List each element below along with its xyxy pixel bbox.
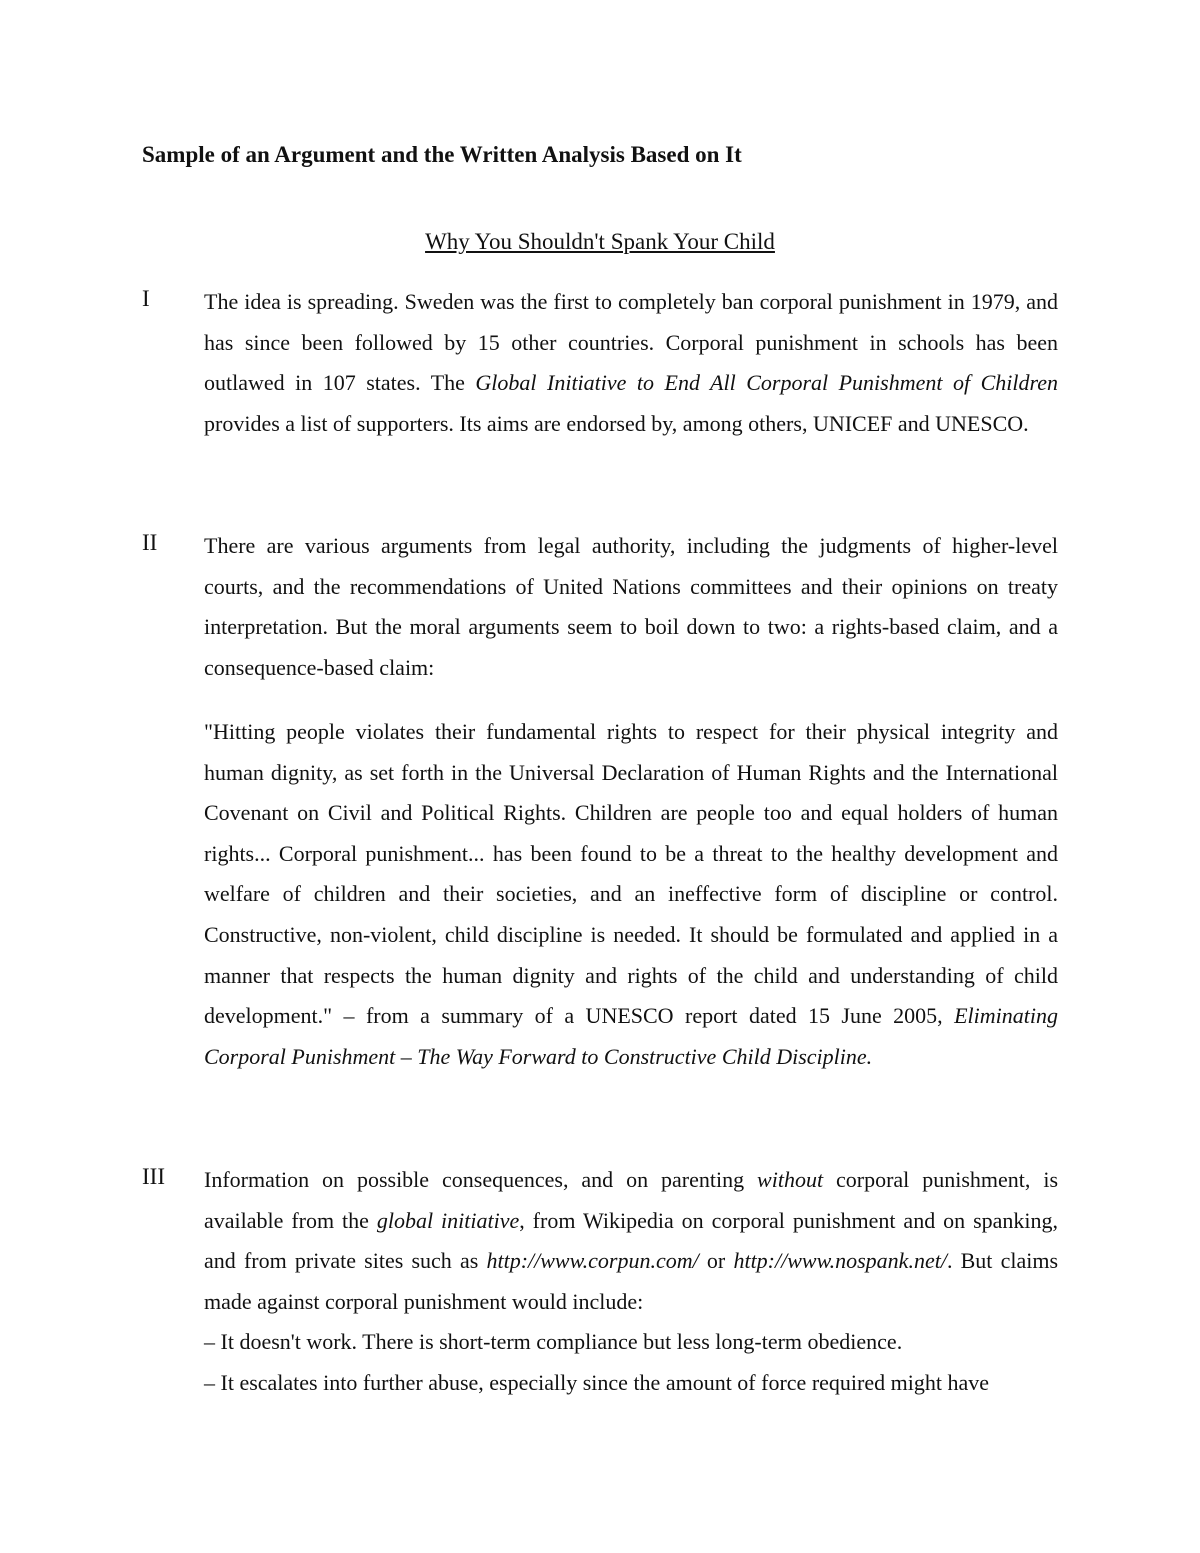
corpun-link: http://www.corpun.com/ <box>486 1248 699 1274</box>
bullet-item-1: – It doesn't work. There is short-term compliance but less long-term obedience. <box>204 1329 903 1355</box>
unesco-quote <box>204 712 1058 1077</box>
paragraph-3-italic-without: without <box>757 1167 824 1192</box>
paragraph-1-italic-title: Global Initiative to End All Corporal Punishment of Children <box>475 370 1059 396</box>
quote-text: "Hitting people violates their fundamental rights to respect for their physical integrity and human dignity, as set forth in the Universal Declaration of Human Rights and the International Covenant on Civil and Political Rights. Children are people too and equal holders of human rights... Corporal punishment... has been found to be a threat to the healthy development and welfare of children and their societies, and an ineffective form of discipline or control. Constructive, non-violent, child discipline is needed. It should be formulated and applied in a manner that respects the human dignity and rights of the child and understanding of child development." – from a summary of a UNESCO report dated 15 June 2005, <box>204 719 1058 1029</box>
bullet-item-2: – It escalates into further abuse, especially since the amount of force required might have <box>204 1369 989 1395</box>
paragraph-2 <box>204 526 1058 688</box>
paragraph-3-text-a: Information on possible consequences, and on parenting <box>204 1167 758 1192</box>
document-title: Sample of an Argument and the Written Analysis Based on It <box>142 142 742 167</box>
paragraph-number-2: II <box>142 530 158 555</box>
nospank-link: http://www.nospank.net/ <box>733 1248 947 1274</box>
paragraph-3 <box>204 1160 1058 1404</box>
paragraph-number-1: I <box>142 286 150 311</box>
paragraph-3-text-c: , from Wikipedia on corporal punishment and on spanking, and from private sites such as <box>204 1207 1059 1274</box>
paragraph-3-italic-global-initiative: global initiative <box>376 1207 520 1233</box>
paragraph-number-3: III <box>142 1164 165 1189</box>
essay-subtitle: Why You Shouldn't Spank Your Child <box>425 229 775 254</box>
paragraph-1-text-a: The idea is spreading. Sweden was the first to completely ban corporal punishment in 1979, and has since been followed by 15 other countries. Corporal punishment in schools has been outlawed in 107 states. The <box>204 289 1058 396</box>
paragraph-3-text-b: corporal punishment, is available from the <box>204 1167 1059 1233</box>
paragraph-3-text-d: or <box>698 1248 734 1274</box>
quote-report-title: Eliminating Corporal Punishment – The Way Forward to Constructive Child Discipline. <box>204 1003 1058 1069</box>
paragraph-1 <box>204 282 1058 444</box>
paragraph-3-text-e: . But claims made against corporal punishment would include: <box>204 1248 1059 1314</box>
paragraph-2-text: There are various arguments from legal authority, including the judgments of higher-level courts, and the recommendations of United Nations committees and their opinions on treaty interpretation. But the moral arguments seem to boil down to two: a rights-based claim, and a consequence-based claim: <box>204 533 1058 680</box>
paragraph-1-text-b: provides a list of supporters. Its aims are endorsed by, among others, UNICEF and UNESCO. <box>204 410 1029 436</box>
